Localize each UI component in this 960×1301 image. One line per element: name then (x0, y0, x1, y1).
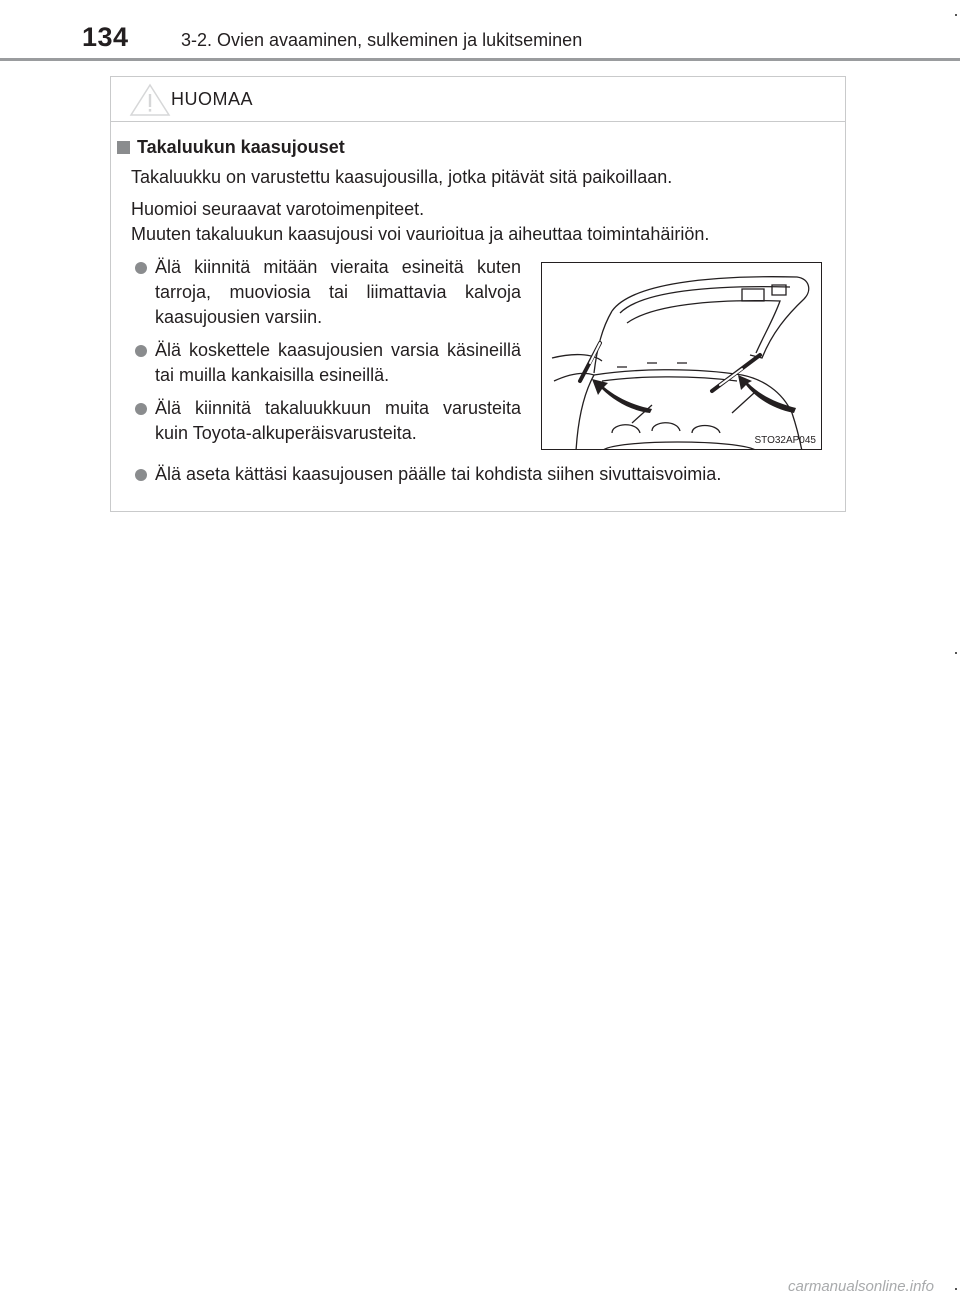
list-item: Älä kiinnitä mitään vieraita esineitä kuten tarroja, muoviosia tai liimattavia kalvoja kaasujousien varsiin. (135, 255, 521, 330)
edge-mark (955, 14, 957, 16)
notice-header (111, 77, 845, 122)
list-item: Älä aseta kättäsi kaasujousen päälle tai kohdista siihen sivuttaisvoimia. (135, 462, 721, 487)
notice-title: HUOMAA (171, 89, 254, 109)
section-heading (117, 137, 345, 158)
bullet-list (135, 255, 521, 454)
header-rule (0, 58, 960, 61)
bullet-dot-icon (135, 469, 147, 481)
bullet-dot-icon (135, 262, 147, 274)
tailgate-illustration (541, 262, 822, 450)
bullet-dot-icon (135, 345, 147, 357)
instruction-text (131, 197, 709, 247)
chapter-title: 3-2. Ovien avaaminen, sulkeminen ja lukitseminen (181, 30, 583, 50)
tailgate-drawing (542, 263, 822, 450)
instruction-line: Huomioi seuraavat varotoimenpiteet. (131, 199, 425, 219)
instruction-line: Muuten takaluukun kaasujousi voi vaurioitua ja aiheuttaa toimintahäiriön. (131, 224, 710, 244)
warning-triangle-icon (129, 83, 171, 117)
list-item: Älä kiinnitä takaluukkuun muita varusteita kuin Toyota-alkuperäisvarusteita. (135, 396, 521, 446)
edge-mark (955, 1288, 957, 1290)
page-number: 134 (82, 22, 129, 52)
watermark: carmanualsonline.info (788, 1278, 934, 1295)
section-title: Takaluukun kaasujouset (137, 137, 345, 157)
edge-mark (955, 652, 957, 654)
figure-code: STO32AP045 (754, 435, 816, 446)
square-bullet-icon (117, 141, 130, 154)
intro-text: Takaluukku on varustettu kaasujousilla, jotka pitävät sitä paikoillaan. (131, 167, 673, 187)
page-header (0, 0, 960, 64)
list-item: Älä koskettele kaasujousien varsia käsineillä tai muilla kankaisilla esineillä. (135, 338, 521, 388)
bullet-dot-icon (135, 403, 147, 415)
notice-box (110, 76, 846, 512)
